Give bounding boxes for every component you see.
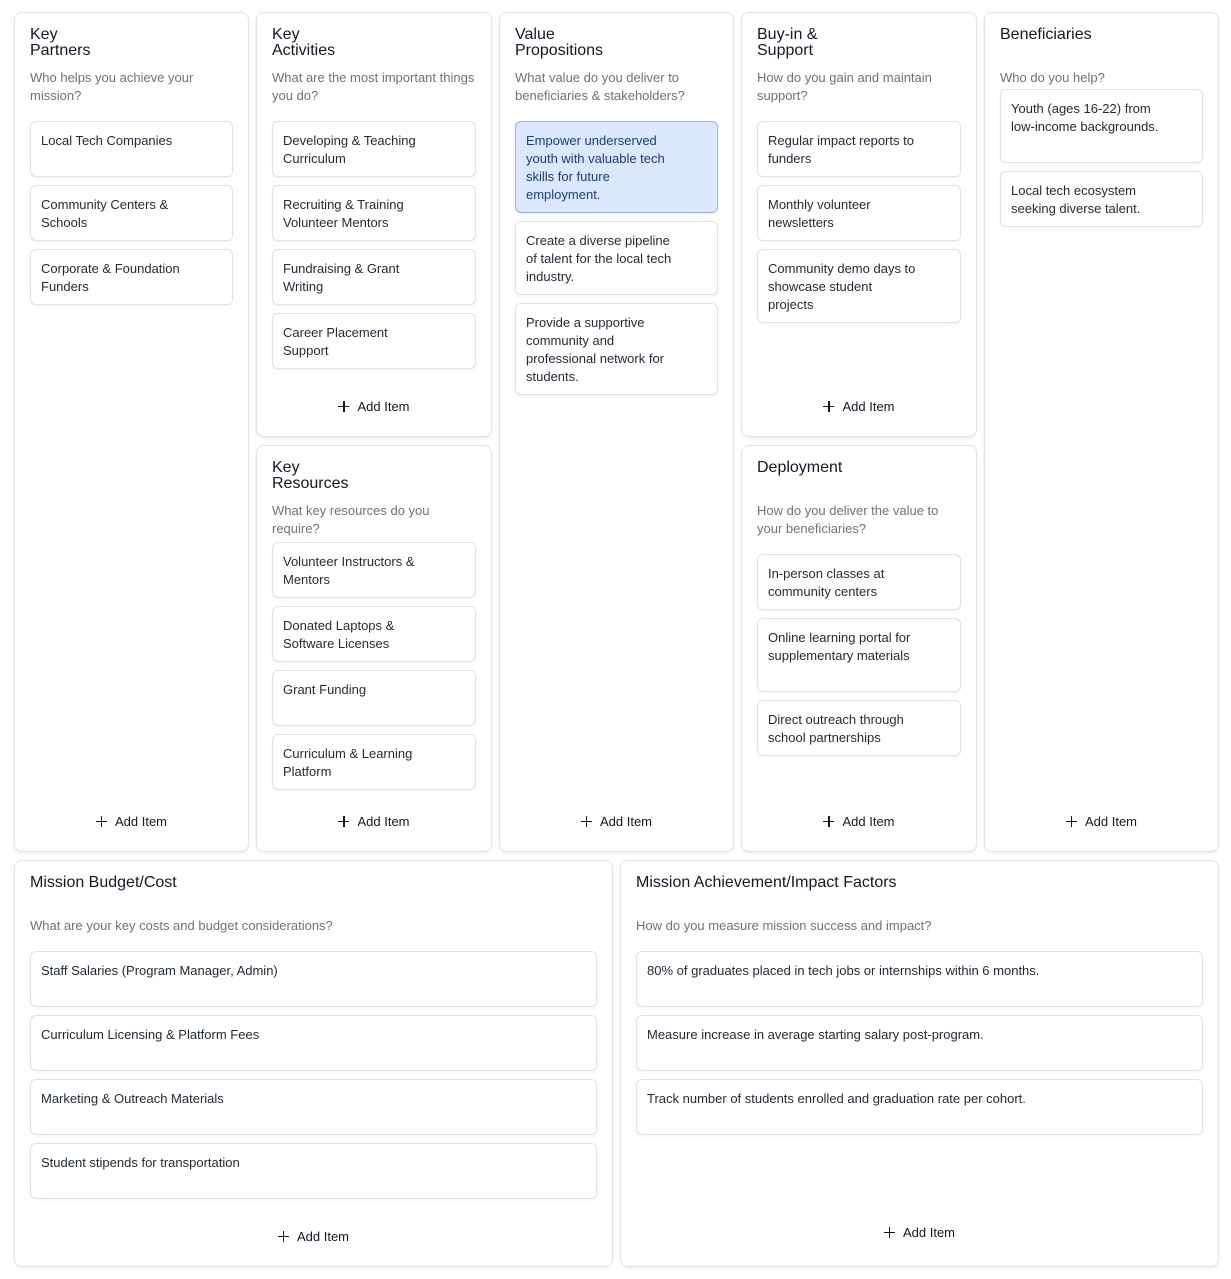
add-item-label: Add Item xyxy=(842,814,895,829)
item-card[interactable] xyxy=(636,1079,1203,1135)
item-list xyxy=(757,121,961,323)
panel-description: What are your key costs and budget considerations? xyxy=(30,918,333,933)
item-card-text: Community Centers & Schools xyxy=(41,197,169,230)
item-card-text: Developing & Teaching Curriculum xyxy=(283,133,416,166)
panel-description: How do you measure mission success and impact? xyxy=(636,918,932,933)
item-card[interactable] xyxy=(515,303,718,395)
plus-icon xyxy=(338,816,349,827)
item-card-text: Fundraising & Grant Writing xyxy=(283,261,400,294)
item-card[interactable] xyxy=(272,542,476,598)
plus-icon xyxy=(581,816,592,827)
item-card-text: Monthly volunteer newsletters xyxy=(768,197,871,230)
panel-beneficiaries xyxy=(984,12,1219,852)
item-list xyxy=(636,951,1203,1135)
add-item-label: Add Item xyxy=(357,814,410,829)
panel-key-partners xyxy=(14,12,249,852)
add-item-button[interactable] xyxy=(985,814,1218,829)
item-card[interactable] xyxy=(636,951,1203,1007)
item-card[interactable] xyxy=(272,734,476,790)
panel-description: What value do you deliver to beneficiaries & stakeholders? xyxy=(515,70,685,103)
panel-buy-in-support xyxy=(741,12,977,437)
item-card-text: Curriculum Licensing & Platform Fees xyxy=(41,1027,260,1042)
add-item-button[interactable] xyxy=(742,814,976,829)
add-item-button[interactable] xyxy=(15,814,248,829)
item-card[interactable] xyxy=(272,670,476,726)
panel-description: What key resources do you require? xyxy=(272,503,430,536)
item-card[interactable] xyxy=(1000,171,1203,227)
item-card[interactable] xyxy=(757,121,961,177)
item-list xyxy=(1000,89,1203,227)
panel-description: Who helps you achieve your mission? xyxy=(30,70,194,103)
add-item-button[interactable] xyxy=(500,814,733,829)
add-item-button[interactable] xyxy=(257,814,491,829)
item-card-text: Regular impact reports to funders xyxy=(768,133,914,166)
plus-icon xyxy=(278,1231,289,1242)
add-item-button[interactable] xyxy=(257,399,491,414)
panel-description: What are the most important things you do? xyxy=(272,70,475,103)
panel-deployment xyxy=(741,445,977,852)
item-card[interactable] xyxy=(30,121,233,177)
item-card-text: Curriculum & Learning Platform xyxy=(283,746,413,779)
panel-title: Key Resources xyxy=(272,459,349,492)
panel-description: Who do you help? xyxy=(1000,70,1105,85)
item-card[interactable] xyxy=(30,1015,597,1071)
item-card-text: Local tech ecosystem seeking diverse talent. xyxy=(1011,183,1141,216)
item-card-text: Track number of students enrolled and graduation rate per cohort. xyxy=(647,1091,1026,1106)
panel-description: How do you deliver the value to your beneficiaries? xyxy=(757,503,939,536)
add-item-button[interactable] xyxy=(15,1229,612,1244)
add-item-label: Add Item xyxy=(902,1225,956,1240)
panel-mission-achievement xyxy=(620,860,1219,1267)
panel-key-activities xyxy=(256,12,492,437)
item-card-text: Provide a supportive community and professional network for students. xyxy=(526,315,665,384)
item-card[interactable] xyxy=(272,606,476,662)
add-item-label: Add Item xyxy=(1084,814,1138,829)
add-item-button[interactable] xyxy=(742,399,976,414)
panel-title: Buy-in & Support xyxy=(757,26,818,59)
item-list xyxy=(272,121,476,369)
add-item-button[interactable] xyxy=(621,1225,1218,1240)
item-card-text: Create a diverse pipeline of talent for the local tech industry. xyxy=(526,233,672,284)
add-item-label: Add Item xyxy=(842,399,895,414)
item-card-text: Local Tech Companies xyxy=(41,133,173,148)
panel-title: Key Activities xyxy=(272,26,336,59)
plus-icon xyxy=(884,1227,895,1238)
item-card[interactable] xyxy=(515,121,718,213)
item-card[interactable] xyxy=(757,618,961,692)
item-card-text: Community demo days to showcase student projects xyxy=(768,261,916,312)
item-card-text: Corporate & Foundation Funders xyxy=(41,261,180,294)
item-card[interactable] xyxy=(757,700,961,756)
item-list xyxy=(272,542,476,790)
item-list xyxy=(30,951,597,1199)
panel-key-resources xyxy=(256,445,492,852)
item-card-text: Staff Salaries (Program Manager, Admin) xyxy=(41,963,278,978)
item-card[interactable] xyxy=(757,249,961,323)
item-card-text: Grant Funding xyxy=(283,682,367,697)
item-card-text: Student stipends for transportation xyxy=(41,1155,240,1170)
item-card[interactable] xyxy=(515,221,718,295)
item-card[interactable] xyxy=(1000,89,1203,163)
item-card-text: Donated Laptops & Software Licenses xyxy=(283,618,395,651)
item-card[interactable] xyxy=(272,249,476,305)
panel-value-propositions xyxy=(499,12,734,852)
item-card-text: Measure increase in average starting salary post-program. xyxy=(647,1027,984,1042)
item-card[interactable] xyxy=(636,1015,1203,1071)
plus-icon xyxy=(823,816,834,827)
item-card-text: Marketing & Outreach Materials xyxy=(41,1091,224,1106)
item-card-text: Empower underserved youth with valuable tech skills for future employment. xyxy=(526,133,665,202)
item-card-text: Online learning portal for supplementary materials xyxy=(768,630,911,663)
add-item-label: Add Item xyxy=(599,814,653,829)
panel-description: How do you gain and maintain support? xyxy=(757,70,932,103)
item-list xyxy=(757,554,961,756)
item-card-text: Direct outreach through school partnerships xyxy=(768,712,904,745)
item-card-text: Volunteer Instructors & Mentors xyxy=(283,554,415,587)
item-card[interactable] xyxy=(30,1143,597,1199)
panel-title: Key Partners xyxy=(30,26,91,59)
item-card[interactable] xyxy=(30,1079,597,1135)
plus-icon xyxy=(1066,816,1077,827)
item-card[interactable] xyxy=(30,185,233,241)
item-card-text: Career Placement Support xyxy=(283,325,388,358)
item-card-text: In-person classes at community centers xyxy=(768,566,885,599)
item-card[interactable] xyxy=(272,313,476,369)
item-card[interactable] xyxy=(272,121,476,177)
panel-title: Beneficiaries xyxy=(1000,26,1092,43)
item-card[interactable] xyxy=(30,951,597,1007)
item-card[interactable] xyxy=(30,249,233,305)
add-item-label: Add Item xyxy=(114,814,168,829)
item-card[interactable] xyxy=(757,185,961,241)
panel-title: Mission Budget/Cost xyxy=(30,874,177,891)
plus-icon xyxy=(338,401,349,412)
plus-icon xyxy=(96,816,107,827)
item-card[interactable] xyxy=(757,554,961,610)
item-list xyxy=(30,121,233,305)
panel-title: Mission Achievement/Impact Factors xyxy=(636,874,897,891)
item-list xyxy=(515,121,718,395)
item-card-text: Recruiting & Training Volunteer Mentors xyxy=(283,197,404,230)
item-card[interactable] xyxy=(272,185,476,241)
panel-title: Deployment xyxy=(757,459,843,476)
item-card-text: Youth (ages 16-22) from low-income backgrounds. xyxy=(1011,101,1159,134)
panel-title: Value Propositions xyxy=(515,26,604,59)
add-item-label: Add Item xyxy=(296,1229,350,1244)
item-card-text: 80% of graduates placed in tech jobs or internships within 6 months. xyxy=(647,963,1040,978)
add-item-label: Add Item xyxy=(357,399,410,414)
plus-icon xyxy=(823,401,834,412)
panel-mission-budget xyxy=(14,860,613,1267)
